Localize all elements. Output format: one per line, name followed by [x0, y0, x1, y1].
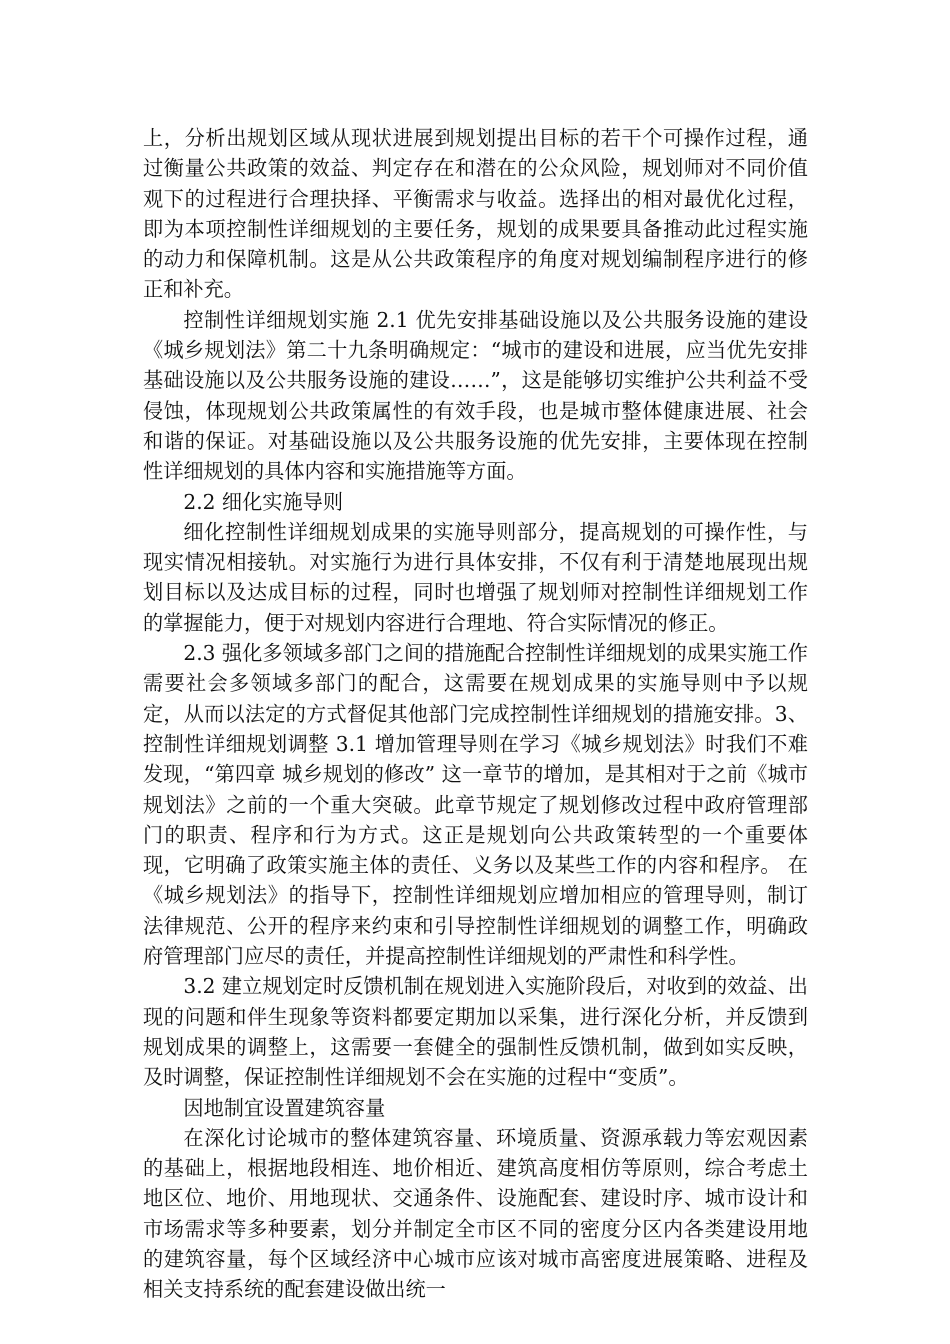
heading-2-2: 2.2 细化实施导则	[183, 489, 344, 514]
paragraph-section-2-2: 细化控制性详细规划成果的实施导则部分，提高规划的可操作性，与现实情况相接轨。对实施行为进行具体安排，不仅有利于清楚地展现出规划目标以及达成目标的过程，同时也增强了规划师对控制性详细规划工作的掌握能力，便于对规划内容进行合理地、符合实际情况的修正。	[143, 519, 808, 635]
document-body	[143, 123, 808, 1305]
heading-building-capacity: 因地制宜设置建筑容量	[183, 1095, 386, 1120]
paragraph-continuation: 上，分析出规划区域从现状进展到规划提出目标的若干个可操作过程，通过衡量公共政策的效益、判定存在和潜在的公众风险，规划师对不同价值观下的过程进行合理抉择、平衡需求与收益。选择出的相对最优化过程，即为本项控制性详细规划的主要任务，规划的成果要具备推动此过程实施的动力和保障机制。这是从公共政策程序的角度对规划编制程序进行的修正和补充。	[143, 126, 808, 302]
paragraph-building-capacity: 在深化讨论城市的整体建筑容量、环境质量、资源承载力等宏观因素的基础上，根据地段相连、地价相近、建筑高度相仿等原则，综合考虑土地区位、地价、用地现状、交通条件、设施配套、建设时序、城市设计和市场需求等多种要素，划分并制定全市区不同的密度分区内各类建设用地的建筑容量，每个区域经济中心城市应该对城市高密度进展策略、进程及相关支持系统的配套建设做出统一	[143, 1125, 808, 1302]
paragraph-section-2-1: 控制性详细规划实施 2.1 优先安排基础设施以及公共服务设施的建设《城乡规划法》第二十九条明确规定：“城市的建设和进展，应当优先安排基础设施以及公共服务设施的建设……”，这是能够切实维护公共利益不受侵蚀，体现规划公共政策属性的有效手段，也是城市整体健康进展、社会和谐的保证。对基础设施以及公共服务设施的优先安排，主要体现在控制性详细规划的具体内容和实施措施等方面。	[143, 307, 808, 484]
paragraph-section-3-2: 3.2 建立规划定时反馈机制在规划进入实施阶段后，对收到的效益、出现的问题和伴生现象等资料都要定期加以采集，进行深化分析，并反馈到规划成果的调整上，这需要一套健全的强制性反馈机制，做到如实反映，及时调整，保证控制性详细规划不会在实施的过程中“变质”。	[143, 974, 808, 1090]
paragraph-section-2-3: 2.3 强化多领域多部门之间的措施配合控制性详细规划的成果实施工作需要社会多领域多部门的配合，这需要在规划成果的实施导则中予以规定，从而以法定的方式督促其他部门完成控制性详细规划的措施安排。3、控制性详细规划调整 3.1 增加管理导则在学习《城乡规划法》时我们不难发现，“第四章 城乡规划的修改” 这一章节的增加，是其相对于之前《城市规划法》之前的一个重大突破。此章节规定了规划修改过程中政府管理部门的职责、程序和行为方式。这正是规划向公共政策转型的一个重要体现，它明确了政策实施主体的责任、义务以及某些工作的内容和程序。 在《城乡规划法》的指导下，控制性详细规划应增加相应的管理导则，制订法律规范、公开的程序来约束和引导控制性详细规划的调整工作，明确政府管理部门应尽的责任，并提高控制性详细规划的严肃性和科学性。	[143, 641, 808, 969]
